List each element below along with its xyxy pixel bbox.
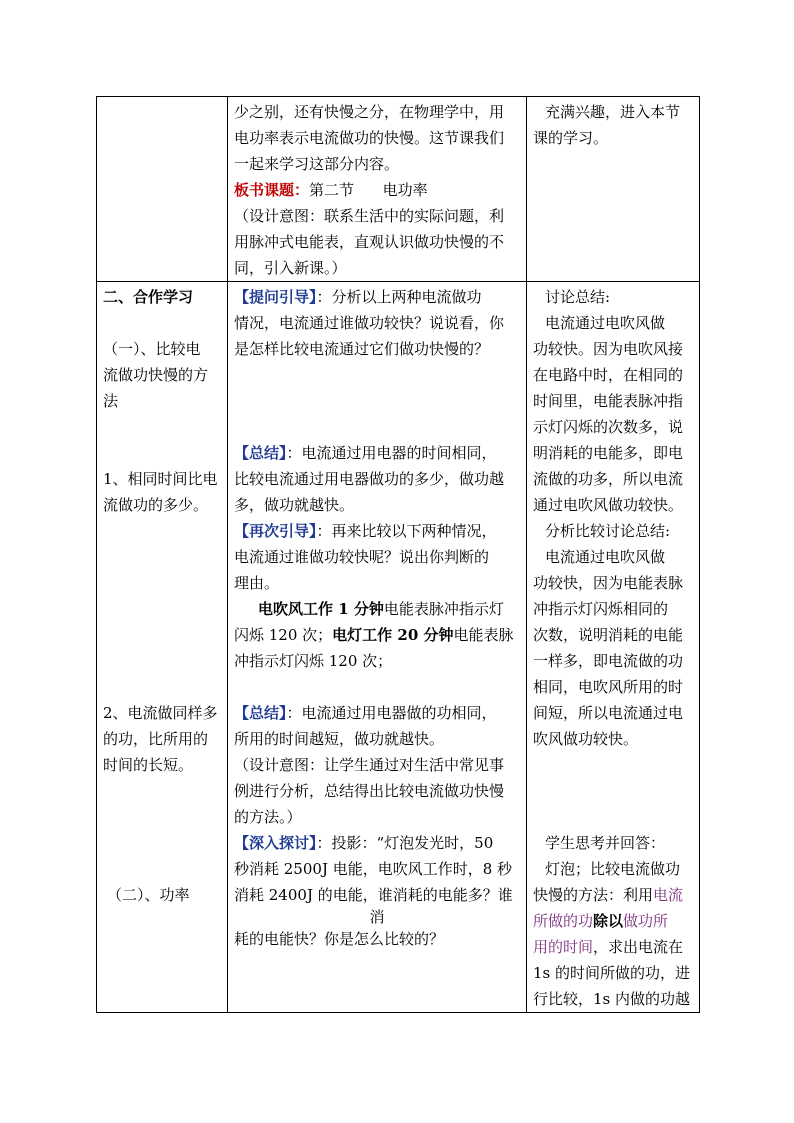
text-line: 少之别，还有快慢之分，在物理学中，用 <box>234 103 505 121</box>
answer-title: 分析比较讨论总结: <box>545 522 671 540</box>
row2-teacher-cell <box>228 282 527 1013</box>
row1-student-cell <box>527 97 700 282</box>
answer-text: 快慢的方法：利用 <box>533 886 654 904</box>
summary-line <box>234 440 520 466</box>
summary-label: 【总结】 <box>234 704 287 722</box>
prompt-label: 【深入探讨】 <box>234 834 317 852</box>
row2-stage-cell <box>97 282 228 1013</box>
board-title-colon: ： <box>294 181 310 199</box>
text-line: 是怎样比较电流通过它们做功快慢的？ <box>234 340 490 358</box>
answer-highlight: 电流 <box>653 886 684 904</box>
answer-line: 电流通过电吹风做 <box>545 548 666 566</box>
subsection-line: （二）、功率 <box>107 886 190 904</box>
text-line: 消耗 2400J 的电能，谁消耗的电能多？谁 <box>234 886 513 904</box>
answer-line: 相同，电吹风所用的时 <box>533 678 684 696</box>
summary-text: ：电流通过用电器的时间相同， <box>286 444 497 462</box>
question-line <box>234 284 520 310</box>
subsection-line: 法 <box>103 392 119 410</box>
prompt-label: 【提问引导】 <box>234 288 317 306</box>
answer-line: 示灯闪烁的次数多，说 <box>533 418 684 436</box>
answer-line: 在电路中时，在相同的 <box>533 366 684 384</box>
example-text: 电能表脉 <box>453 626 514 644</box>
text-line: 冲指示灯闪烁 120 次； <box>234 652 393 670</box>
text-line: 电流通过谁做功较快呢？说出你判断的 <box>234 548 490 566</box>
question-line <box>234 830 520 856</box>
answer-title: 学生思考并回答： <box>545 834 666 852</box>
board-title-label: 板书课题 <box>234 181 295 199</box>
row2-student-cell <box>527 282 700 1013</box>
design-note-line: （设计意图：联系生活中的实际问题，利 <box>234 207 505 225</box>
example-line <box>234 622 520 648</box>
item-line: 流做功的多少。 <box>103 496 209 514</box>
text-line: 秒消耗 2500J 电能，电吹风工作时，8 秒 <box>234 860 513 878</box>
text-line: 充满兴趣，进入本节 <box>545 103 681 121</box>
board-title-line <box>234 177 520 203</box>
text-line: 电功率表示电流做功的快慢。这节课我们 <box>234 129 505 147</box>
lesson-plan-table <box>96 96 700 1013</box>
answer-line: 行比较，1s 内做的功越 <box>533 990 691 1008</box>
answer-line: 流做的功多，所以电流 <box>533 470 684 488</box>
table-row <box>97 97 700 282</box>
answer-highlight: 所做的功 <box>533 912 594 930</box>
example-bold: 电吹风工作 1 分钟 <box>258 600 384 618</box>
answer-line: 间短，所以电流通过电 <box>533 704 684 722</box>
section-heading: 二、合作学习 <box>103 288 194 306</box>
answer-line: 时间里，电能表脉冲指 <box>533 392 684 410</box>
answer-line: 一样多，即电流做的功 <box>533 652 684 670</box>
answer-line: 电流通过电吹风做 <box>545 314 666 332</box>
text-line: 多，做功就越快。 <box>234 496 355 514</box>
row1-teacher-cell <box>228 97 527 282</box>
subsection-line: （一）、比较电 <box>103 340 201 358</box>
text-line: 一起来学习这部分内容。 <box>234 155 400 173</box>
answer-highlight: 用的时间 <box>533 938 594 956</box>
prompt-text: ：分析以上两种电流做功 <box>316 288 482 306</box>
table-row <box>97 282 700 1013</box>
answer-line: 次数，说明消耗的电能 <box>533 626 684 644</box>
answer-line: 1s 的时间所做的功，进 <box>533 964 691 982</box>
summary-line <box>234 700 520 726</box>
summary-label: 【总结】 <box>234 444 287 462</box>
answer-emphasis: 除以 <box>593 912 624 930</box>
text-line: 情况，电流通过谁做功较快？说说看，你 <box>234 314 505 332</box>
item-line: 的功，比所用的 <box>103 730 209 748</box>
board-title-text: 第二节 电功率 <box>309 181 428 199</box>
text-line: 比较电流通过用电器做功的多少，做功越 <box>234 470 505 488</box>
item-line: 1、相同时间比电 <box>103 470 218 488</box>
subsection-line: 流做功快慢的方 <box>103 366 209 384</box>
row1-col1-cell <box>97 97 228 282</box>
text-line: 耗的电能快？你是怎么比较的？ <box>234 930 445 948</box>
prompt-text: ：再来比较以下两种情况， <box>316 522 497 540</box>
answer-highlight: 做功所 <box>623 912 669 930</box>
design-note-line: 例进行分析，总结得出比较电流做功快慢 <box>234 782 505 800</box>
answer-line <box>533 908 693 934</box>
design-note-line: 同，引入新课。） <box>234 259 347 277</box>
example-bold: 电灯工作 20 分钟 <box>332 626 454 644</box>
answer-line: 明消耗的电能多，即电 <box>533 444 684 462</box>
answer-line: 功较快，因为电能表脉 <box>533 574 684 592</box>
answer-line: 灯泡；比较电流做功 <box>545 860 681 878</box>
answer-line: 吹风做功较快。 <box>533 730 639 748</box>
summary-text: ：电流通过用电器做的功相同， <box>286 704 497 722</box>
text-line: 所用的时间越短，做功就越快。 <box>234 730 445 748</box>
design-note-line: 的方法。） <box>234 808 302 826</box>
text-line: 消 <box>369 908 385 926</box>
answer-title: 讨论总结: <box>545 288 611 306</box>
answer-text: ，求出电流在 <box>593 938 684 956</box>
answer-line: 冲指示灯闪烁相同的 <box>533 600 669 618</box>
question-line <box>234 518 520 544</box>
prompt-text: ：投影：“灯泡发光时，50 <box>316 834 494 852</box>
example-text: 电能表脉冲指示灯 <box>383 600 504 618</box>
text-line: 课的学习。 <box>533 129 609 147</box>
answer-line: 功较快。因为电吹风接 <box>533 340 684 358</box>
item-line: 时间的长短。 <box>103 756 194 774</box>
design-note-line: 用脉冲式电能表，直观认识做功快慢的不 <box>234 233 505 251</box>
item-line: 2、电流做同样多 <box>103 704 218 722</box>
answer-line <box>533 934 693 960</box>
text-line: 理由。 <box>234 574 280 592</box>
example-line <box>234 596 520 622</box>
example-text: 闪烁 120 次； <box>234 626 333 644</box>
answer-line <box>533 882 693 908</box>
answer-line: 通过电吹风做功较快。 <box>533 496 684 514</box>
design-note-line: （设计意图：让学生通过对生活中常见事 <box>234 756 505 774</box>
prompt-label: 【再次引导】 <box>234 522 317 540</box>
